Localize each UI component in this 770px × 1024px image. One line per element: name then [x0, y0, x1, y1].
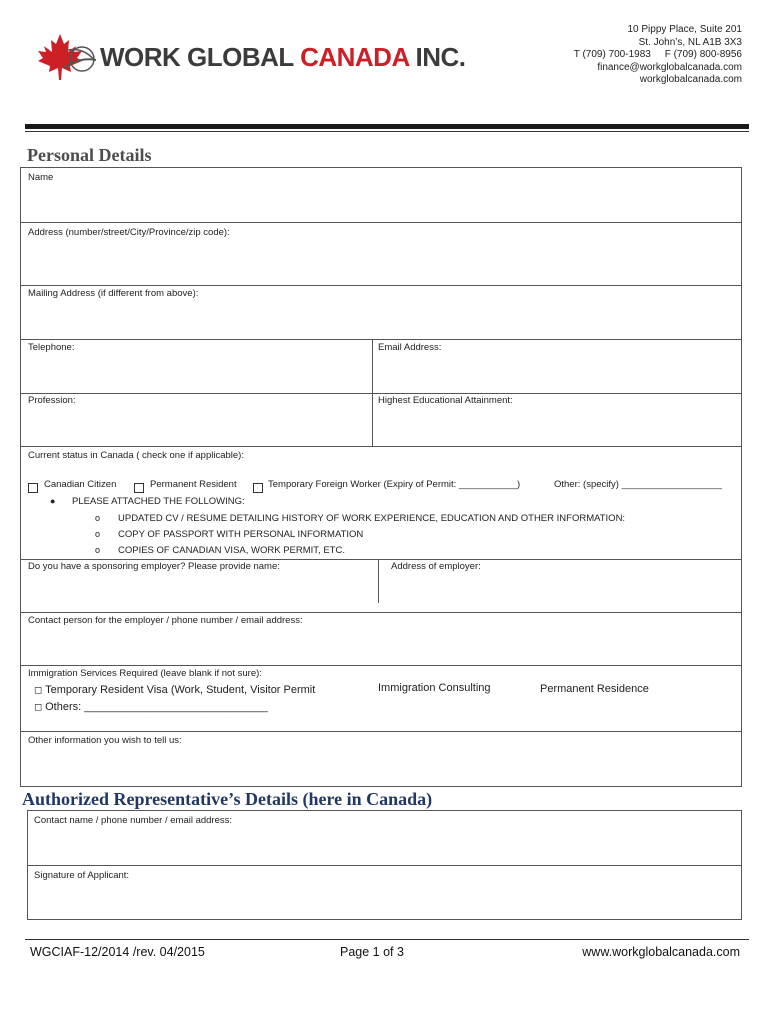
circle-bullet-icon: o: [95, 529, 101, 539]
contact-person-label: Contact person for the employer / phone number / email address:: [28, 615, 303, 626]
service-others-label: Others: ______________________________: [45, 701, 268, 713]
email-field[interactable]: [374, 356, 740, 391]
other-info-field[interactable]: [22, 749, 740, 785]
profession-field[interactable]: [22, 409, 370, 444]
divider: [20, 559, 742, 560]
form-code: WGCIAF-12/2014 /rev. 04/2015: [30, 945, 205, 959]
header-divider-thick: [25, 124, 749, 129]
education-field[interactable]: [374, 409, 740, 444]
attach-item: UPDATED CV / RESUME DETAILING HISTORY OF WORK EXPERIENCE, EDUCATION AND OTHER INFORMATION:: [118, 513, 626, 524]
service-permanent-option[interactable]: Permanent Residence: [540, 683, 649, 695]
page-number: Page 1 of 3: [340, 945, 404, 959]
employer-address-field[interactable]: [380, 575, 740, 610]
rep-contact-label: Contact name / phone number / email address:: [34, 815, 233, 826]
sponsor-label: Do you have a sponsoring employer? Please provide name:: [28, 561, 280, 572]
company-email[interactable]: finance@workglobalcanada.com: [597, 61, 742, 73]
sponsor-field[interactable]: [22, 575, 376, 610]
status-permanent-label: Permanent Resident: [150, 479, 237, 490]
signature-field[interactable]: [29, 884, 740, 918]
divider: [20, 339, 742, 340]
name-label: Name: [28, 172, 54, 183]
address-field[interactable]: [22, 241, 740, 283]
maple-leaf-icon: [30, 30, 100, 86]
service-trv-label: Temporary Resident Visa (Work, Student, Visitor Permit: [45, 684, 316, 696]
bullet-icon: ●: [50, 496, 56, 506]
divider: [20, 665, 742, 666]
footer-website[interactable]: www.workglobalcanada.com: [582, 945, 740, 959]
company-logo: [30, 30, 466, 86]
column-divider: [378, 559, 379, 603]
divider: [20, 731, 742, 732]
email-label: Email Address:: [378, 342, 442, 353]
mailing-address-label: Mailing Address (if different from above):: [28, 288, 199, 299]
services-label: Immigration Services Required (leave blank if not sure):: [28, 668, 262, 679]
company-contact-block: [574, 24, 742, 87]
employer-address-label: Address of employer:: [391, 561, 481, 572]
footer-divider: [25, 939, 749, 940]
status-other-label: Other: (specify) ___________________: [554, 479, 722, 490]
status-citizen-label: Canadian Citizen: [44, 479, 117, 490]
divider: [20, 285, 742, 286]
education-label: Highest Educational Attainment:: [378, 395, 513, 406]
personal-details-title: Personal Details: [27, 145, 152, 165]
service-trv-option[interactable]: ◻ Temporary Resident Visa (Work, Student, Visitor Permit: [34, 684, 316, 696]
address-line-1: 10 Pippy Place, Suite 201: [627, 24, 742, 35]
status-label: Current status in Canada ( check one if applicable):: [28, 450, 244, 461]
attach-heading: PLEASE ATTACHED THE FOLLOWING:: [72, 496, 245, 507]
status-checkbox-citizen[interactable]: [28, 480, 38, 498]
phone-fax: T (709) 700-1983 F (709) 800-8956: [573, 49, 742, 60]
address-label: Address (number/street/City/Province/zip code):: [28, 227, 230, 238]
service-consulting-option[interactable]: Immigration Consulting: [378, 682, 491, 694]
mailing-address-field[interactable]: [22, 302, 740, 337]
rep-contact-field[interactable]: [29, 829, 740, 863]
other-info-label: Other information you wish to tell us:: [28, 735, 182, 746]
divider: [20, 393, 742, 394]
name-field[interactable]: [22, 186, 740, 220]
header-divider-thin: [25, 131, 749, 132]
circle-bullet-icon: o: [95, 545, 101, 555]
divider: [20, 446, 742, 447]
contact-person-field[interactable]: [22, 629, 740, 663]
profession-label: Profession:: [28, 395, 76, 406]
attach-item: COPY OF PASSPORT WITH PERSONAL INFORMATION: [118, 529, 364, 540]
divider: [20, 612, 742, 613]
telephone-label: Telephone:: [28, 342, 75, 353]
company-name: WORK GLOBAL CANADA INC.: [100, 42, 466, 72]
company-website[interactable]: workglobalcanada.com: [639, 74, 742, 85]
address-line-2: St. John’s, NL A1B 3X3: [638, 36, 742, 48]
representative-title: Authorized Representative’s Details (here in Canada): [22, 789, 433, 809]
divider: [27, 865, 742, 866]
telephone-field[interactable]: [22, 356, 370, 391]
signature-label: Signature of Applicant:: [34, 870, 130, 881]
status-temporary-label: Temporary Foreign Worker (Expiry of Permit: ___________): [268, 479, 521, 490]
service-others-option[interactable]: ◻ Others: ______________________________: [34, 701, 268, 713]
divider: [20, 222, 742, 223]
attach-item: COPIES OF CANADIAN VISA, WORK PERMIT, ETC.: [118, 545, 345, 556]
circle-bullet-icon: o: [95, 513, 101, 523]
status-checkbox-temporary[interactable]: [253, 480, 263, 498]
